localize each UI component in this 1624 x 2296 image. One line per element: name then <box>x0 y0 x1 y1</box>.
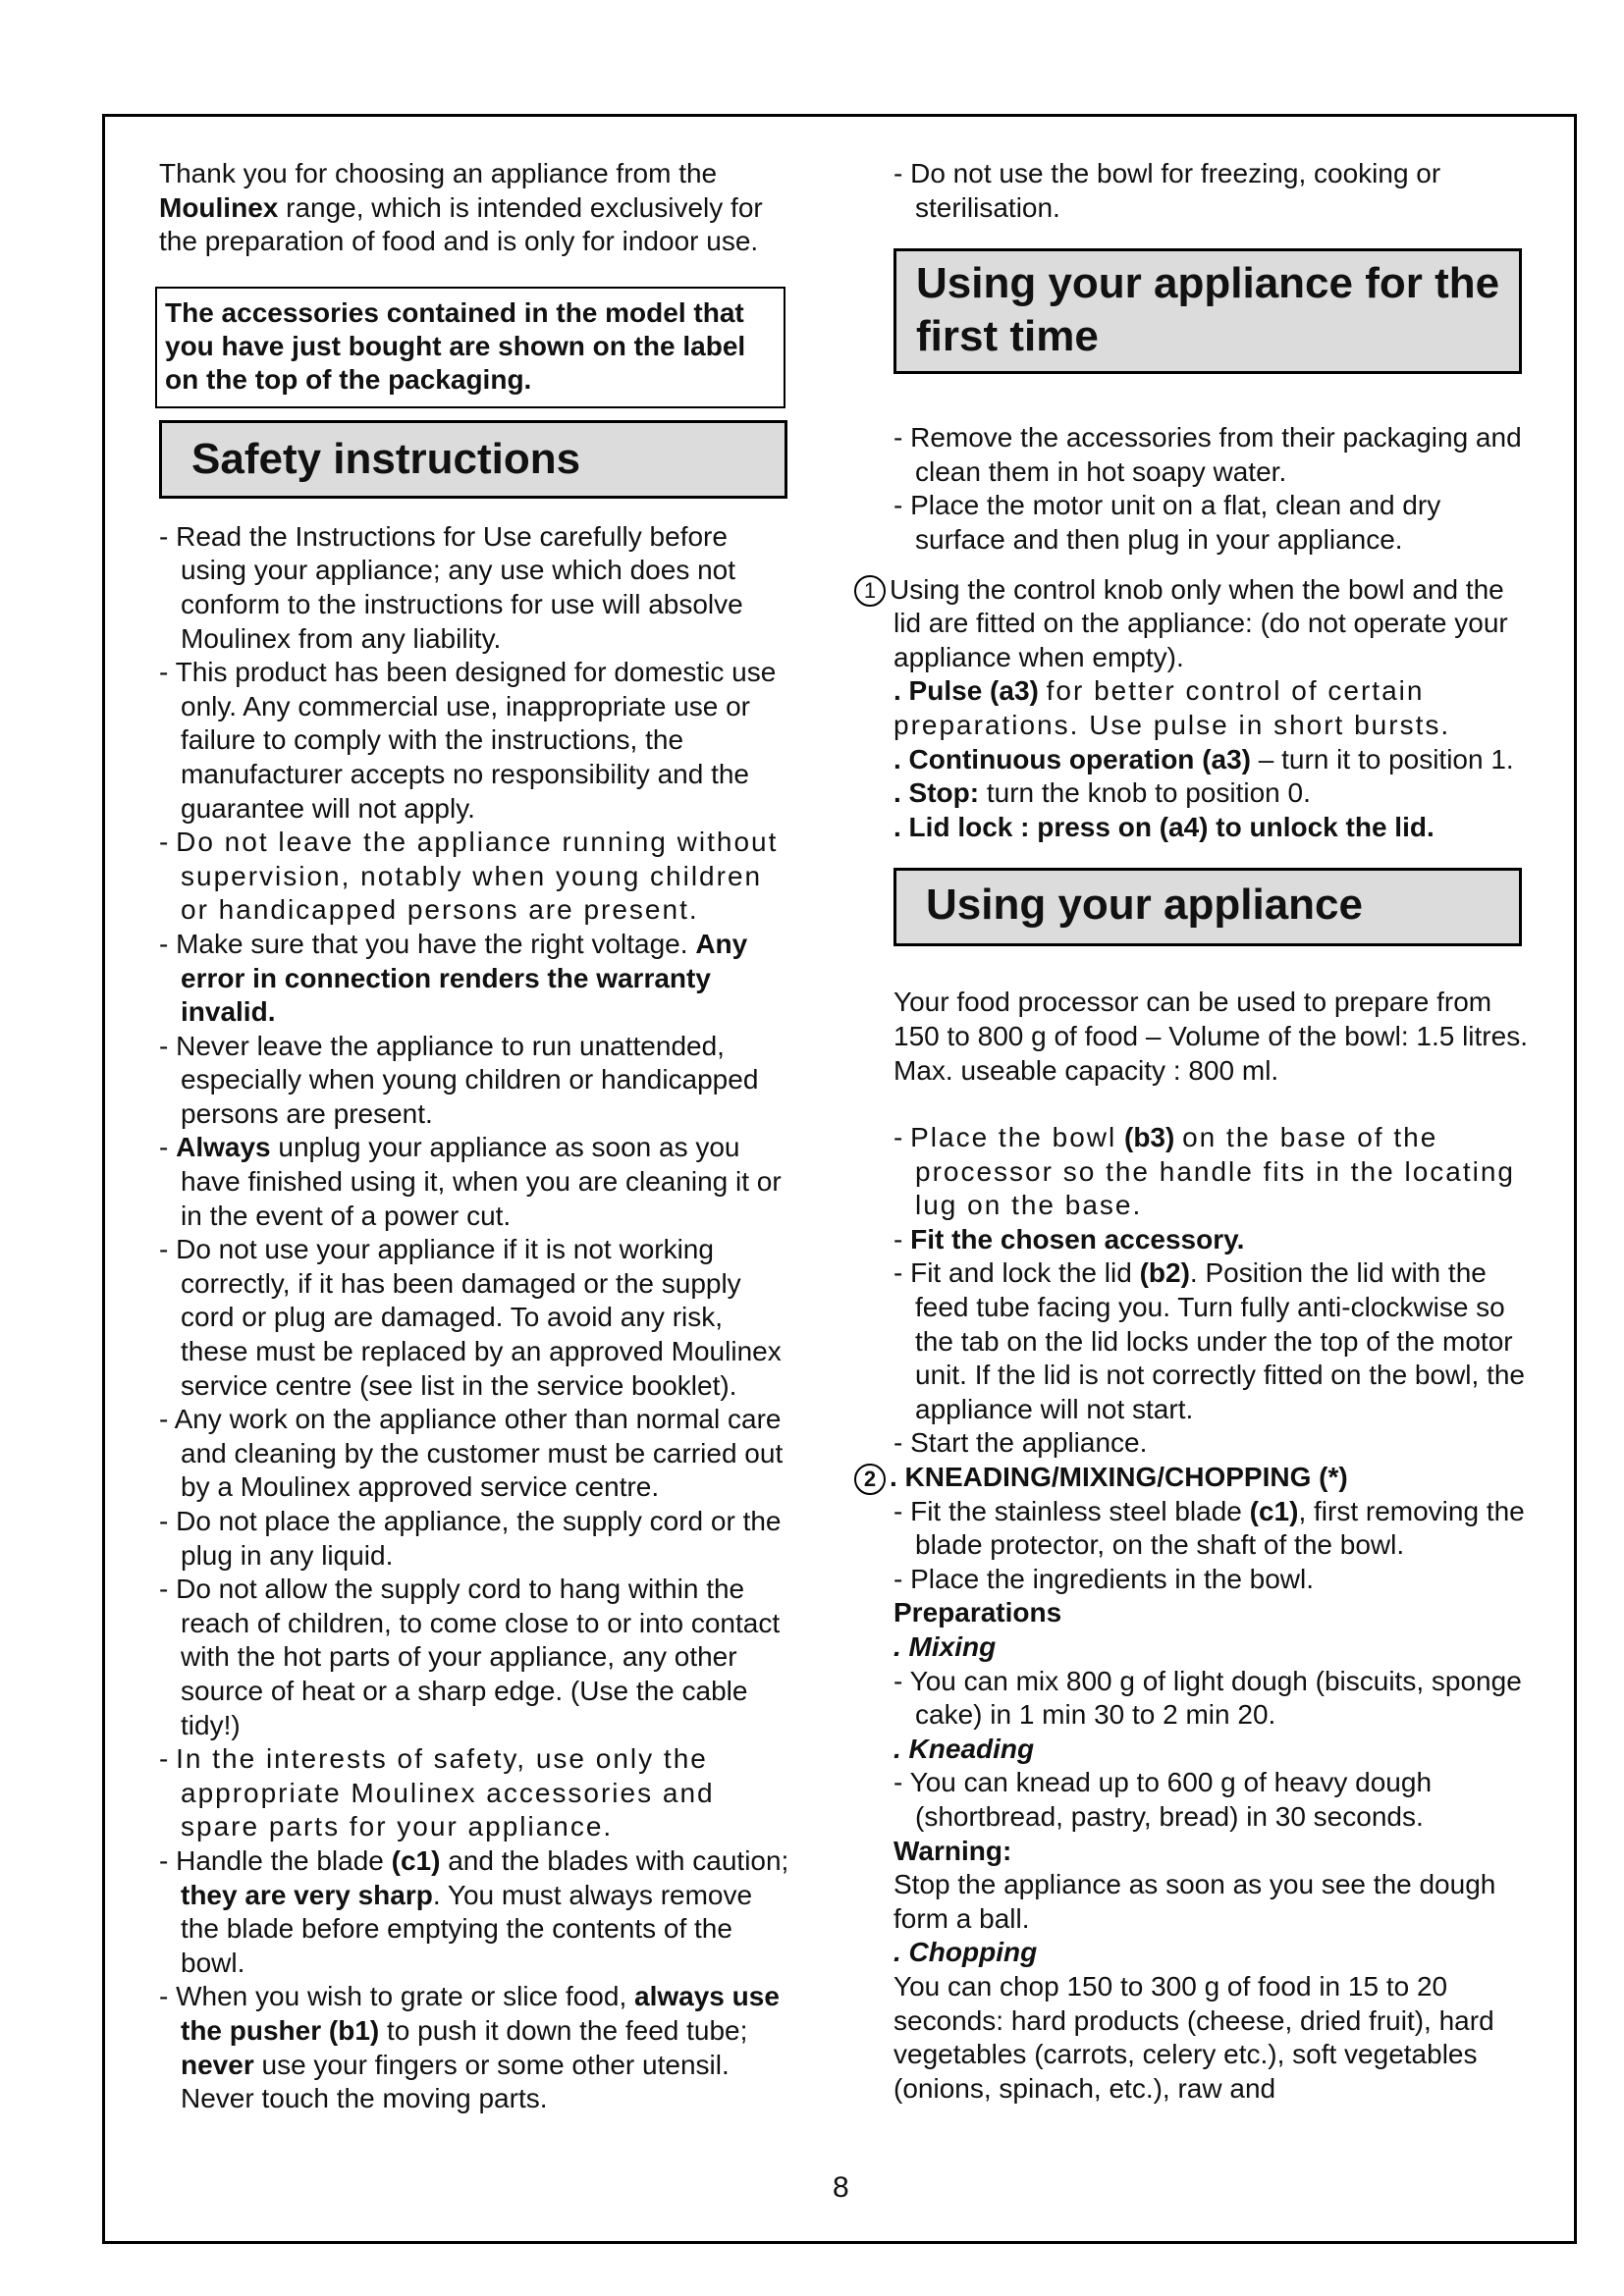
safety-text: Do not use your appliance if it is not working correctly, if it has been damaged or the supply cord or plug are damaged. To avoid any risk, these must be replaced by an approved Moulinex service centre (see list in the service booklet). <box>176 1234 782 1401</box>
list-item: - You can mix 800 g of light dough (biscuits, sponge cake) in 1 min 30 to 2 min 20. <box>893 1665 1522 1731</box>
safety-text: Do not allow the supply cord to hang within the reach of children, to come close to or into contact with the hot parts of your appliance, any other source of heat or a sharp edge. (Use the cable tidy!) <box>176 1574 781 1740</box>
warning-text: Stop the appliance as soon as you see the dough form a ball. <box>893 1869 1496 1934</box>
list-item: - Place the ingredients in the bowl. <box>893 1563 1315 1594</box>
blade-text: Place the ingredients in the bowl. <box>910 1563 1315 1594</box>
chopping-heading: . Chopping <box>893 1937 1038 1968</box>
list-item: - Fit the chosen accessory. <box>893 1223 1245 1255</box>
blade-list <box>893 1495 1532 1597</box>
list-item: - Fit and lock the lid (b2). Position the lid with the feed tube facing you. Turn fully anti-clockwise so the tab on the lid locks under the top of the motor unit. If the lid is not correctly fitted on the bowl, the appliance will not start. <box>893 1257 1525 1424</box>
mixing-heading: . Mixing <box>893 1631 997 1663</box>
safety-text: use your fingers or some other utensil. Never touch the moving parts. <box>181 2049 730 2114</box>
step-2-marker: 2 <box>854 1464 886 1495</box>
mixing-list <box>893 1665 1532 1733</box>
safety-text: In the interests of safety, use only the appropriate Moulinex accessories and spare parts for your appliance. <box>176 1743 715 1842</box>
list-item: - Start the appliance. <box>893 1427 1148 1459</box>
safety-list <box>159 520 797 2116</box>
intro-text-2: range, which is intended exclusively for the preparation of food and is only for indoor use. <box>159 191 763 257</box>
first-time-list <box>893 421 1532 557</box>
safety-text: to push it down the feed tube; <box>387 2014 748 2046</box>
intro-brand: Moulinex <box>159 191 279 223</box>
safety-bold: Always <box>176 1132 271 1163</box>
safety-text: unplug your appliance as soon as you have finished using it, when you are cleaning it or in the event of a power cut. <box>181 1132 782 1231</box>
safety-text: and the blades with caution; <box>448 1844 789 1876</box>
pulse-text: for better control of certain preparations. Use pulse in short bursts. <box>893 675 1451 740</box>
pulse-ref: (a3) <box>990 675 1039 707</box>
stop-line <box>893 776 1532 811</box>
first-time-text: Remove the accessories from their packaging and clean them in hot soapy water. <box>910 422 1522 487</box>
intro-paragraph <box>159 157 797 259</box>
list-item: - Make sure that you have the right voltage. Any error in connection renders the warranty invalid. <box>159 928 748 1028</box>
accessories-note: The accessories contained in the model that you have just bought are shown on the label on the top of the packaging. <box>155 287 785 408</box>
step-1-marker: 1 <box>854 575 886 607</box>
using-heading: Using your appliance <box>893 868 1522 946</box>
list-item: - Never leave the appliance to run unattended, especially when young children or handicapped persons are present. <box>159 1030 759 1129</box>
list-item: - Do not use your appliance if it is not working correctly, if it has been damaged or the supply cord or plug are damaged. To avoid any risk, these must be replaced by an approved Moulinex service centre (see list in the service booklet). <box>159 1234 782 1401</box>
blade-bold: (c1) <box>1249 1495 1299 1526</box>
mixing-text: You can mix 800 g of light dough (biscuits, sponge cake) in 1 min 30 to 2 min 20. <box>909 1665 1522 1731</box>
kneading-subheading: . Kneading <box>893 1733 1035 1764</box>
lid-lock-line: . Lid lock : press on (a4) to unlock the lid. <box>893 811 1435 842</box>
right-column <box>863 157 1532 2106</box>
kneading-heading-line <box>863 1461 1532 1495</box>
using-text: Start the appliance. <box>910 1427 1148 1459</box>
list-item: - Do not use the bowl for freezing, cooking or sterilisation. <box>893 158 1441 223</box>
using-text: Fit and lock the lid <box>910 1257 1132 1289</box>
safety-text: When you wish to grate or slice food, <box>176 1981 627 2012</box>
safety-text: . You must always remove the blade before emptying the contents of the bowl. <box>181 1879 753 1978</box>
list-item: - Do not place the appliance, the supply cord or the plug in any liquid. <box>159 1506 782 1571</box>
list-item: - Fit the stainless steel blade (c1), first removing the blade protector, on the shaft of the bowl. <box>893 1495 1525 1561</box>
blade-text: Fit the stainless steel blade <box>910 1495 1242 1526</box>
safety-text: Do not leave the appliance running without supervision, notably when young children or handicapped persons are present. <box>176 827 779 926</box>
safety-bold: Any error in connection renders the warranty invalid. <box>181 928 748 1028</box>
stop-text: turn the knob to position 0. <box>986 777 1311 809</box>
bowl-warning-list <box>893 157 1532 225</box>
spacer <box>893 1088 1532 1121</box>
intro-text-1: Thank you for choosing an appliance from the <box>159 158 718 188</box>
safety-bold: they are very sharp <box>181 1879 433 1910</box>
list-item: - Do not allow the supply cord to hang within the reach of children, to come close to or into contact with the hot parts of your appliance, any other source of heat or a sharp edge. (Use the cable tidy!) <box>159 1574 781 1740</box>
safety-text: Read the Instructions for Use carefully before using your appliance; any use which does not conform to the instructions for use will absolve Moulinex from any liability. <box>176 520 743 654</box>
first-time-text: Place the motor unit on a flat, clean and dry surface and then plug in your appliance. <box>910 490 1441 555</box>
using-text: Place the bowl <box>910 1122 1117 1153</box>
preparations-heading: Preparations <box>893 1597 1062 1629</box>
continuous-text: – turn it to position 1. <box>1258 743 1514 774</box>
kneading-heading: . KNEADING/MIXING/CHOPPING (*) <box>890 1462 1348 1493</box>
using-bold: Fit the chosen accessory. <box>910 1223 1245 1255</box>
safety-text: Handle the blade <box>176 1844 384 1876</box>
left-column <box>159 157 797 2116</box>
pulse-label: . Pulse <box>893 675 983 707</box>
using-list <box>893 1121 1532 1461</box>
list-item: - Place the bowl (b3) on the base of the processor so the handle fits in the locating lug on the base. <box>893 1122 1515 1221</box>
list-item: - Any work on the appliance other than normal care and cleaning by the customer must be carried out by a Moulinex approved service centre. <box>159 1404 784 1503</box>
list-item: - In the interests of safety, use only the appropriate Moulinex accessories and spare parts for your appliance. <box>159 1743 715 1842</box>
safety-text: Make sure that you have the right voltage. <box>176 928 688 959</box>
safety-bold: (c1) <box>391 1844 441 1876</box>
list-item: - Place the motor unit on a flat, clean and dry surface and then plug in your appliance. <box>893 490 1441 555</box>
safety-text: Any work on the appliance other than normal care and cleaning by the customer must be carried out by a Moulinex approved service centre. <box>174 1404 784 1503</box>
using-bold: (b3) <box>1124 1122 1175 1153</box>
blade-text: , first removing the blade protector, on the shaft of the bowl. <box>915 1495 1525 1561</box>
list-item: - Do not leave the appliance running without supervision, notably when young children or handicapped persons are present. <box>159 827 779 926</box>
list-item: - When you wish to grate or slice food, always use the pusher (b1) to push it down the feed tube; never use your fingers or some other utensil. Never touch the moving parts. <box>159 1981 780 2114</box>
safety-heading: Safety instructions <box>159 420 787 499</box>
knob-paragraph <box>863 573 1532 675</box>
list-item: - This product has been designed for domestic use only. Any commercial use, inappropriate use or failure to comply with the instructions, the manufacturer accepts no responsibility and the guarantee will not apply. <box>159 657 777 824</box>
safety-text: Do not place the appliance, the supply cord or the plug in any liquid. <box>176 1506 782 1571</box>
chopping-text: You can chop 150 to 300 g of food in 15 to 20 seconds: hard products (cheese, dried fruit), hard vegetables (carrots, celery etc.), soft vegetables (onions, spinach, etc.), raw and <box>893 1970 1494 2104</box>
knob-text: Using the control knob only when the bowl and the lid are fitted on the appliance: (do not operate your appliance when empty). <box>890 573 1508 672</box>
list-item: - Handle the blade (c1) and the blades with caution; they are very sharp. You must always remove the blade before emptying the contents of the bowl. <box>159 1844 789 1978</box>
list-item: - You can knead up to 600 g of heavy dough (shortbread, pastry, bread) in 30 seconds. <box>893 1767 1433 1832</box>
page-number: 8 <box>833 2171 849 2204</box>
stop-label: . Stop: <box>893 777 980 809</box>
using-bold: (b2) <box>1139 1257 1190 1289</box>
using-text: on the base of the processor so the handle fits in the locating lug on the base. <box>915 1122 1515 1221</box>
kneading-text: You can knead up to 600 g of heavy dough (shortbread, pastry, bread) in 30 seconds. <box>909 1767 1433 1832</box>
safety-bold: always use the pusher (b1) <box>181 1981 780 2046</box>
bowl-warning-text: Do not use the bowl for freezing, cooking or sterilisation. <box>910 158 1441 223</box>
pulse-line <box>893 674 1532 742</box>
safety-text: This product has been designed for domestic use only. Any commercial use, inappropriate use or failure to comply with the instructions, the manufacturer accepts no responsibility and the guarantee will not apply. <box>175 657 777 824</box>
safety-bold: never <box>181 2049 254 2080</box>
continuous-label: . Continuous operation (a3) <box>893 743 1251 774</box>
list-item: - Read the Instructions for Use carefully before using your appliance; any use which does not conform to the instructions for use will absolve Moulinex from any liability. <box>159 520 743 654</box>
continuous-line <box>893 743 1532 777</box>
list-item: - Remove the accessories from their packaging and clean them in hot soapy water. <box>893 422 1522 487</box>
first-time-heading: Using your appliance for the first time <box>893 248 1522 374</box>
kneading-list <box>893 1766 1532 1834</box>
warning-heading: Warning: <box>893 1835 1012 1866</box>
capacity-paragraph: Your food processor can be used to prepare from 150 to 800 g of food – Volume of the bowl: 1.5 litres. Max. useable capacity : 800 ml. <box>893 987 1528 1086</box>
safety-text: Never leave the appliance to run unattended, especially when young children or handicapped persons are present. <box>176 1030 759 1129</box>
list-item: - Always unplug your appliance as soon as you have finished using it, when you are cleaning it or in the event of a power cut. <box>159 1132 782 1231</box>
using-text: . Position the lid with the feed tube facing you. Turn fully anti-clockwise so the tab on the lid locks under the top of the motor unit. If the lid is not correctly fitted on the bowl, the appliance will not start. <box>915 1257 1525 1424</box>
